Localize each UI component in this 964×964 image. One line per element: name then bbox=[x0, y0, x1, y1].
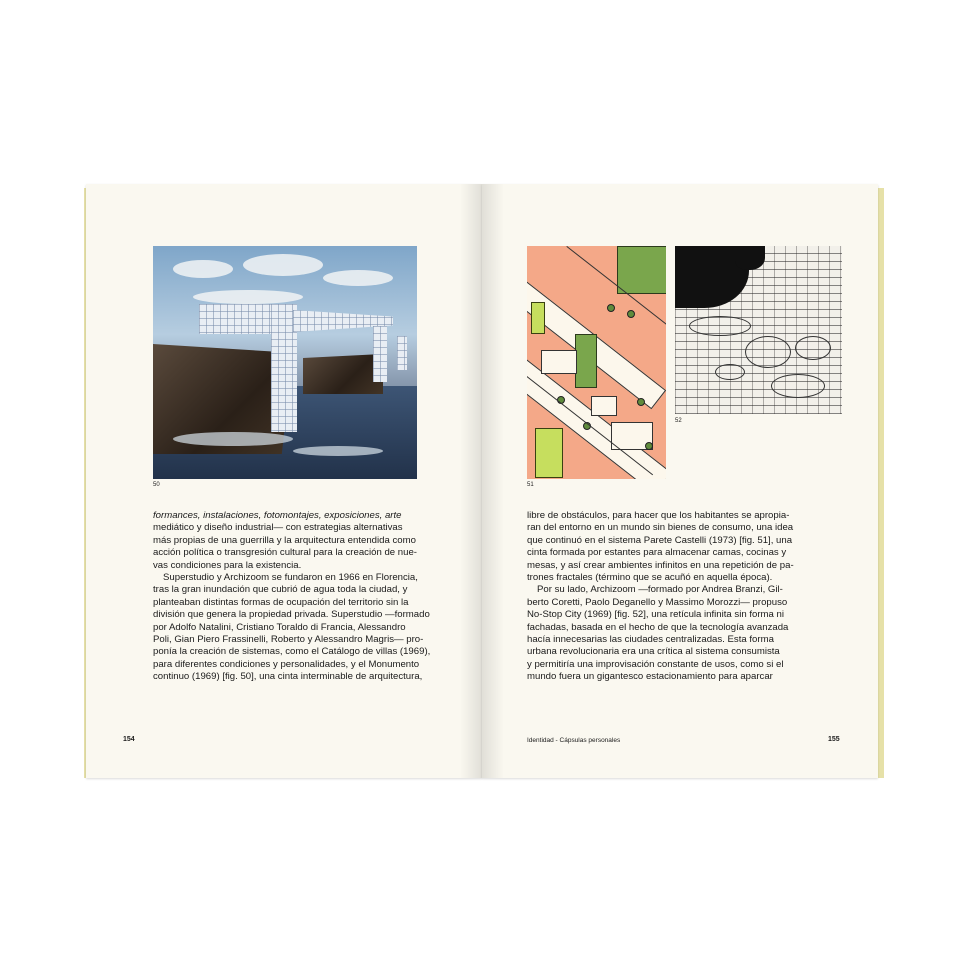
text-line: vas condiciones para la existencia. bbox=[153, 559, 302, 571]
figure-52-no-stop-city bbox=[675, 246, 842, 414]
text-line: Por su lado, Archizoom —formado por Andrea Branzi, Gil- bbox=[537, 584, 783, 596]
text-line: acción política o transgresión cultural para la creación de nue- bbox=[153, 547, 417, 559]
left-body-text bbox=[153, 510, 430, 684]
figure-51-parete-castelli bbox=[527, 246, 666, 479]
text-line: urbana revolucionaria era una crítica al sistema consumista bbox=[527, 646, 780, 658]
text-line: trones fractales (término que se acuñó en aquella época). bbox=[527, 572, 773, 584]
page-edge-right bbox=[878, 188, 884, 778]
left-page bbox=[86, 184, 482, 778]
text-line: cinta formada por estantes para almacenar camas, cocinas y bbox=[527, 547, 787, 559]
text-line: libre de obstáculos, para hacer que los habitantes se apropia- bbox=[527, 510, 790, 521]
text-line: planteaban distintas formas de ocupación del territorio sin la bbox=[153, 596, 409, 608]
running-head: Identidad - Cápsulas personales bbox=[527, 737, 621, 744]
page-number-left: 154 bbox=[123, 736, 135, 743]
text-line: más propias de una guerrilla y la arquitectura entendida como bbox=[153, 534, 416, 546]
text-line: y permitiría una improvisación constante de usos, como si el bbox=[527, 658, 784, 670]
text-line: berto Coretti, Paolo Deganello y Massimo Morozzi— propuso bbox=[527, 596, 788, 608]
text-line: mesas, y así crear ambientes infinitos en una repetición de pa- bbox=[527, 559, 794, 571]
text-line: para diferentes condiciones y personalidades, y el Monumento bbox=[153, 658, 420, 670]
text-line: mundo fuera un gigantesco estacionamiento para aparcar bbox=[527, 671, 773, 683]
figure-50-monumento-continuo bbox=[153, 246, 417, 479]
text-line: Poli, Gian Piero Frassinelli, Roberto y Alessandro Magris— pro- bbox=[153, 634, 424, 646]
right-body-text bbox=[527, 510, 794, 684]
open-book bbox=[84, 184, 884, 782]
text-line: continuo (1969) [fig. 50], una cinta interminable de arquitectura, bbox=[153, 671, 423, 683]
figure-50-number: 50 bbox=[153, 482, 160, 488]
text-line: ponía la creación de sistemas, como el Catálogo de villas (1969), bbox=[153, 646, 431, 658]
text-line: No-Stop City (1969) [fig. 52], una retícula infinita sin forma ni bbox=[527, 609, 785, 621]
text-line: por Adolfo Natalini, Cristiano Toraldo di Francia, Alessandro bbox=[153, 621, 406, 633]
page-number-right: 155 bbox=[828, 736, 840, 743]
text-line: fachadas, basada en el hecho de que la tecnología avanzada bbox=[527, 621, 789, 633]
text-line: Superstudio y Archizoom se fundaron en 1966 en Florencia, bbox=[163, 572, 418, 584]
text-line: ran del entorno en un mundo sin bienes de consumo, una idea bbox=[527, 522, 794, 534]
text-line: tras la gran inundación que cubrió de agua toda la ciudad, y bbox=[153, 584, 408, 596]
figure-51-number: 51 bbox=[527, 482, 534, 488]
text-line: división que genera la propiedad privada. Superstudio —formado bbox=[153, 609, 430, 621]
text-line: que continuó en el sistema Parete Castelli (1973) [fig. 51], una bbox=[527, 534, 793, 546]
right-page bbox=[482, 184, 878, 778]
figure-52-number: 52 bbox=[675, 418, 682, 424]
text-line: hacía innecesarias las ciudades centralizadas. Esta forma bbox=[527, 634, 774, 646]
text-line: mediático y diseño industrial— con estrategias alternativas bbox=[153, 522, 403, 534]
text-line: formances, instalaciones, fotomontajes, exposiciones, arte bbox=[153, 510, 402, 521]
